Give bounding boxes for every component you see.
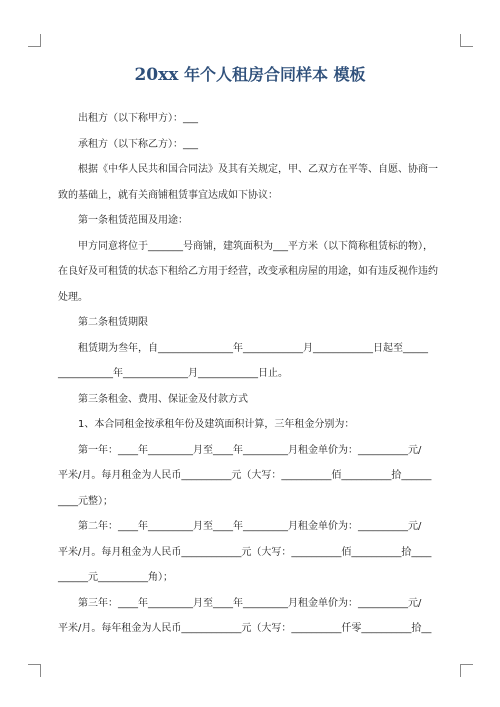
paragraph-rent-intro: 1、本合同租金按承租年份及建筑面积计算，三年租金分别为： <box>78 419 355 430</box>
paragraph-year-1-line-1: 第一年：____年_________月至____年_________月租金单价为：__________元/ <box>78 444 422 456</box>
paragraph-lessor: 出租方（以下称甲方）：___ <box>78 113 198 124</box>
paragraph-lessee: 承租方（以下称乙方）：___ <box>78 138 198 150</box>
paragraph-preamble: 根据《中华人民共和国合同法》及其有关规定，甲、乙双方在平等、自愿、协商一致的基础上，就有关商铺租赁事宜达成如下协议： <box>58 164 438 201</box>
paragraph-year-2-line-1: 第二年：____年_________月至____年_________月租金单价为：__________元/ <box>78 521 422 532</box>
paragraph-lease-term-line-1: 租赁期为叁年，自_______________年____________月____________日起至_____ <box>78 342 428 354</box>
paragraph-year-1-line-3: ____元整）； <box>58 495 113 507</box>
paragraph-year-3-line-1: 第三年：____年_________月至____年_________月租金单价为：__________元/ <box>78 597 422 609</box>
corner-mark-bottom-right <box>460 664 473 677</box>
paragraph-year-1-line-2: 平米/月。每月租金为人民币__________元（大写：__________佰__________拾______ <box>58 470 432 481</box>
paragraph-year-2-line-3: ______元__________角）； <box>58 572 173 583</box>
corner-mark-top-left <box>28 34 41 47</box>
paragraph-year-2-line-2: 平米/月。每月租金为人民币____________元（大写：__________佰__________拾____ <box>58 546 432 558</box>
document-title <box>0 62 500 85</box>
corner-mark-top-right <box>460 34 473 47</box>
title-year: 20xx <box>134 65 179 85</box>
document-body <box>58 106 442 642</box>
heading-article-2: 第二条租赁期限 <box>78 317 148 328</box>
paragraph-article-1: 甲方同意将位于_______号商铺，建筑面积为___平方米（以下简称租赁标的物），在良好及可租赁的状态下租给乙方用于经营，改变承租房屋的用途，如有违反视作违约处理。 <box>58 240 438 303</box>
heading-article-3: 第三条租金、费用、保证金及付款方式 <box>78 393 248 405</box>
title-text: 年个人租房合同样本 模板 <box>178 65 366 84</box>
paragraph-year-3-line-2: 平米/月。每年租金为人民币____________元（大写：__________仟零__________拾__ <box>58 623 432 634</box>
paragraph-lease-term-line-2: ___________年_____________月____________日止。 <box>58 368 288 379</box>
heading-article-1: 第一条租赁范围及用途： <box>78 215 188 226</box>
corner-mark-bottom-left <box>28 664 41 677</box>
